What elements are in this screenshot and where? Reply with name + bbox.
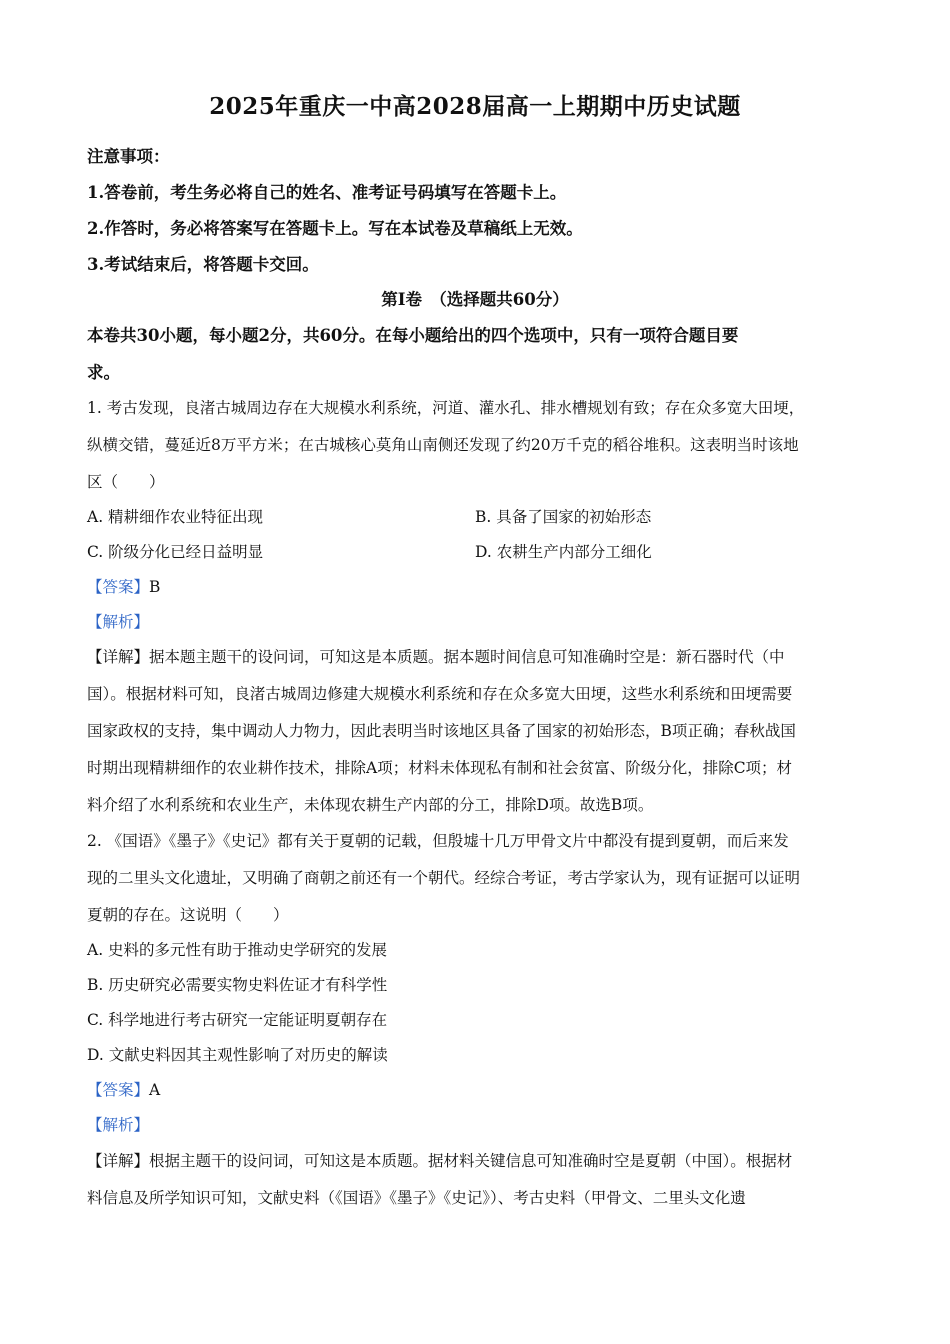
- answer-line: [87, 1079, 867, 1101]
- detail-label: 【详解】: [87, 648, 150, 666]
- detail-text: 根据主题干的设问词，可知这是本质题。据材料关键信息可知准确时空是夏朝（中国）。根据材: [149, 1152, 793, 1170]
- section-instruction: 本卷共30小题，每小题2分，共60分。在每小题给出的四个选项中，只有一项符合题目要: [87, 326, 739, 345]
- notice-heading: 注意事项：: [87, 147, 170, 166]
- option-a: A. 精耕细作农业特征出现: [87, 508, 264, 526]
- question-stem: 2. 《国语》《墨子》《史记》都有关于夏朝的记载，但殷墟十几万甲骨文片中都没有提到夏朝，而后来发: [87, 832, 789, 850]
- detail-line: 料介绍了水利系统和农业生产，未体现农耕生产内部的分工，排除D项。故选B项。: [87, 796, 654, 814]
- detail-line: 时期出现精耕细作的农业耕作技术，排除A项；材料未体现私有制和社会贫富、阶级分化，排除C项；材: [87, 759, 793, 777]
- section-heading: 第Ⅰ卷 （选择题共60分）: [381, 290, 569, 309]
- answer-label: 【答案】: [87, 1081, 150, 1099]
- question-stem: 纵横交错，蔓延近8万平方米；在古城核心莫角山南侧还发现了约20万千克的稻谷堆积。这表明当时该地: [87, 436, 799, 454]
- detail-line: [87, 646, 867, 668]
- detail-label: 【详解】: [87, 1152, 150, 1170]
- analysis-label: 【解析】: [87, 613, 150, 631]
- option-b: B. 具备了国家的初始形态: [475, 508, 652, 526]
- notice-item: 1.答卷前，考生务必将自己的姓名、准考证号码填写在答题卡上。: [87, 183, 567, 202]
- question-stem: 现的二里头文化遗址，又明确了商朝之前还有一个朝代。经综合考证，考古学家认为，现有证据可以证明: [87, 869, 801, 887]
- analysis-label: 【解析】: [87, 1116, 150, 1134]
- detail-line: 料信息及所学知识可知，文献史料（《国语》《墨子》《史记》）、考古史料（甲骨文、二里头文化遗: [87, 1189, 746, 1207]
- option-d: D. 农耕生产内部分工细化: [475, 543, 652, 561]
- notice-item: 2.作答时，务必将答案写在答题卡上。写在本试卷及草稿纸上无效。: [87, 219, 583, 238]
- option-c: C. 阶级分化已经日益明显: [87, 543, 264, 561]
- answer-value: A: [149, 1081, 161, 1099]
- answer-value: B: [149, 578, 161, 596]
- notice-item: 3.考试结束后，将答题卡交回。: [87, 255, 319, 274]
- question-stem: 区（ ）: [87, 473, 165, 491]
- question-stem: 1. 考古发现，良渚古城周边存在大规模水利系统，河道、灌水孔、排水槽规划有致；存在众多宽大田埂，: [87, 399, 805, 417]
- option-c: C. 科学地进行考古研究一定能证明夏朝存在: [87, 1011, 388, 1029]
- detail-line: [87, 1150, 867, 1172]
- section-instruction: 求。: [87, 363, 120, 382]
- option-d: D. 文献史料因其主观性影响了对历史的解读: [87, 1046, 388, 1064]
- answer-line: [87, 576, 867, 598]
- option-a: A. 史料的多元性有助于推动史学研究的发展: [87, 941, 388, 959]
- page-title: 2025年重庆一中高2028届高一上期期中历史试题: [209, 93, 741, 120]
- answer-label: 【答案】: [87, 578, 150, 596]
- option-b: B. 历史研究必需要实物史料佐证才有科学性: [87, 976, 388, 994]
- question-stem: 夏朝的存在。这说明（ ）: [87, 906, 289, 924]
- detail-line: 国）。根据材料可知，良渚古城周边修建大规模水利系统和存在众多宽大田埂，这些水利系统和田埂需要: [87, 685, 793, 703]
- detail-line: 国家政权的支持，集中调动人力物力，因此表明当时该地区具备了国家的初始形态，B项正确；春秋战国: [87, 722, 796, 740]
- detail-text: 据本题主题干的设问词，可知这是本质题。据本题时间信息可知准确时空是：新石器时代（中: [149, 648, 785, 666]
